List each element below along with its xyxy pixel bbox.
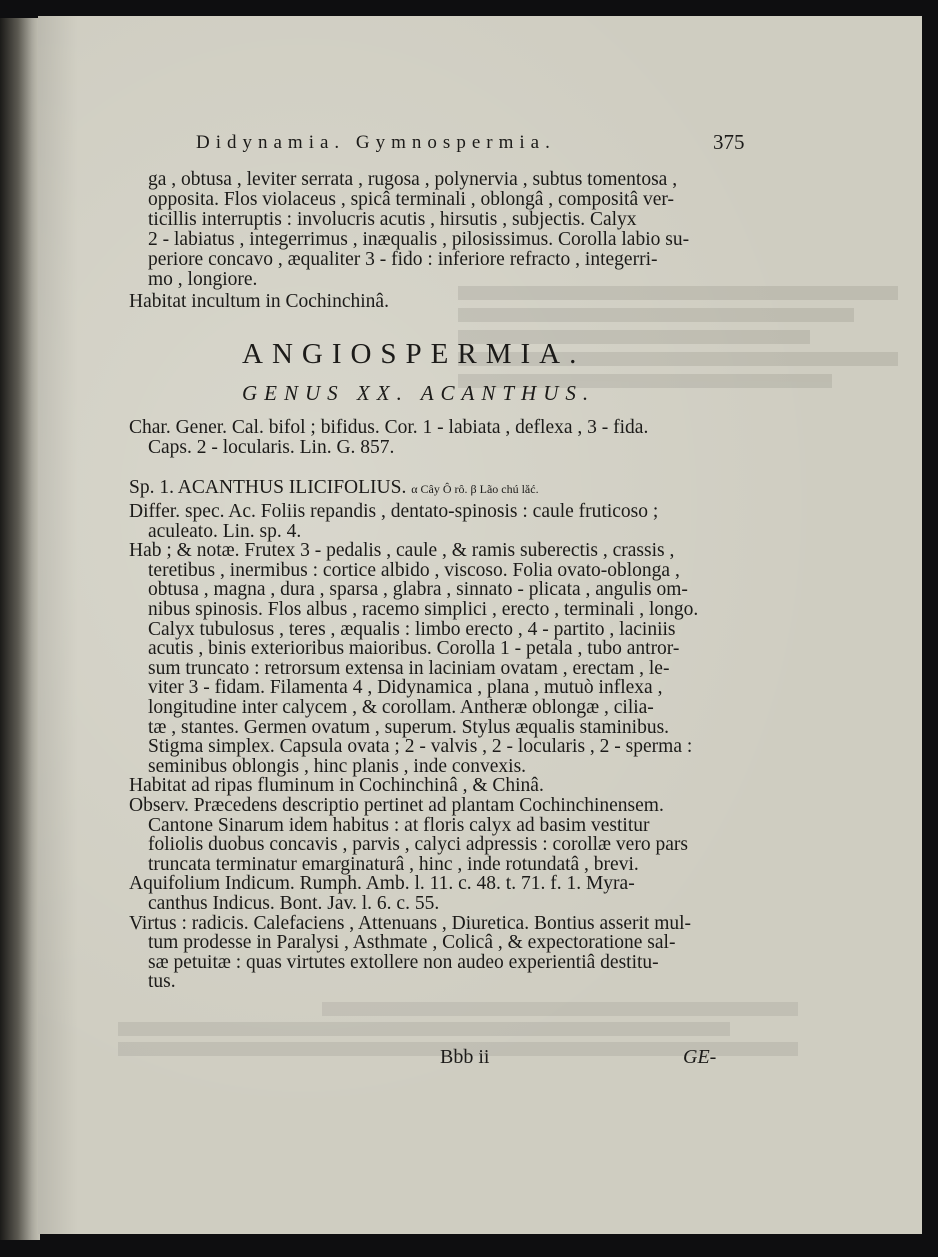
signature-mark: Bbb ii: [440, 1046, 490, 1068]
text-line: Char. Gener. Cal. bifol ; bifidus. Cor. 1 - labiata , deflexa , 3 - fida.: [129, 417, 649, 438]
text-line: aculeato. Lin. sp. 4.: [148, 520, 302, 542]
text-line: teretibus , inermibus : cortice albido , viscoso. Folia ovato-oblonga ,: [148, 559, 680, 581]
genus-title: GENUS XX. ACANTHUS.: [242, 381, 596, 405]
text-line: truncata terminatur emarginaturâ , hinc , inde rotundatâ , brevi.: [148, 853, 639, 875]
text-line: Observ. Præcedens descriptio pertinet ad plantam Cochinchinensem.: [129, 795, 664, 816]
page-number: 375: [713, 130, 745, 154]
text-line: obtusa , magna , dura , sparsa , glabra , sinnato - plicata , angulis om-: [148, 579, 688, 601]
species-line: [129, 478, 539, 499]
text-line: Habitat incultum in Cochinchinâ.: [129, 291, 389, 312]
species-vernacular: α Cây Ô rô. β Lão chú lăć.: [411, 482, 539, 496]
text-line: foliolis duobus concavis , parvis , calyci adpressis : corollæ vero pars: [148, 834, 688, 856]
catchword: GE-: [683, 1046, 717, 1068]
text-line: mo , longiore.: [148, 269, 258, 290]
text-line: acutis , binis exterioribus maioribus. Corolla 1 - petala , tubo antror-: [148, 638, 680, 660]
text-line: Habitat ad ripas fluminum in Cochinchinâ , & Chinâ.: [129, 775, 544, 797]
text-line: Hab ; & notæ. Frutex 3 - pedalis , caule , & ramis suberectis , crassis ,: [129, 540, 675, 562]
book-spine: [0, 18, 40, 1240]
text-line: periore concavo , æqualiter 3 - fido : inferiore refracto , integerri-: [148, 249, 658, 270]
text-line: seminibus oblongis , hinc planis , inde convexis.: [148, 755, 527, 777]
text-line: sum truncato : retrorsum extensa in laciniam ovatam , erectam , le-: [148, 657, 670, 679]
text-line: Caps. 2 - locularis. Lin. G. 857.: [148, 437, 395, 458]
species-name: Sp. 1. ACANTHUS ILICIFOLIUS.: [129, 477, 407, 498]
text-line: tus.: [148, 971, 176, 993]
text-line: Cantone Sinarum idem habitus : at floris calyx ad basim vestitur: [148, 814, 650, 836]
text-line: longitudine inter calycem , & corollam. Antheræ oblongæ , cilia-: [148, 697, 654, 718]
text-line: Virtus : radicis. Calefaciens , Attenuans , Diuretica. Bontius asserit mul-: [129, 912, 692, 934]
text-line: ticillis interruptis : involucris acutis , hirsutis , subjectis. Calyx: [148, 209, 637, 230]
text-line: Calyx tubulosus , teres , æqualis : limbo erecto , 4 - partito , laciniis: [148, 618, 676, 640]
text-line: opposita. Flos violaceus , spicâ terminali , oblongâ , compositâ ver-: [148, 189, 675, 210]
text-line: Differ. spec. Ac. Foliis repandis , dentato-spinosis : caule fruticoso ;: [129, 501, 659, 522]
text-line: ga , obtusa , leviter serrata , rugosa , polynervia , subtus tomentosa ,: [148, 169, 678, 190]
text-line: tum prodesse in Paralysi , Asthmate , Colicâ , & expectoratione sal-: [148, 932, 676, 954]
text-line: viter 3 - fidam. Filamenta 4 , Didynamica , plana , mutuò inflexa ,: [148, 677, 663, 699]
running-head: Didynamia. Gymnospermia.: [196, 132, 556, 153]
text-line: 2 - labiatus , integerrimus , inæqualis , pilosissimus. Corolla labio su-: [148, 229, 690, 250]
text-line: nibus spinosis. Flos albus , racemo simplici , erecto , terminali , longo.: [148, 599, 699, 620]
text-line: canthus Indicus. Bont. Jav. l. 6. c. 55.: [148, 893, 440, 914]
text-line: Aquifolium Indicum. Rumph. Amb. l. 11. c. 48. t. 71. f. 1. Myra-: [129, 873, 635, 895]
text-line: sæ petuitæ : quas virtutes extollere non audeo experientiâ destitu-: [148, 951, 659, 973]
book-page: [38, 16, 922, 1234]
section-title: ANGIOSPERMIA.: [242, 338, 586, 370]
text-line: tæ , stantes. Germen ovatum , superum. Stylus æqualis staminibus.: [148, 716, 670, 738]
text-line: Stigma simplex. Capsula ovata ; 2 - valvis , 2 - locularis , 2 - sperma :: [148, 736, 693, 758]
